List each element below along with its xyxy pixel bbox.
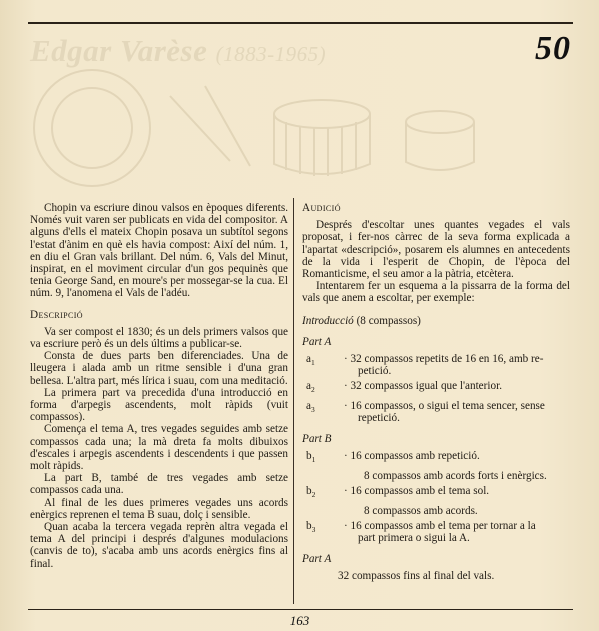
description-heading: Descripció	[30, 308, 83, 321]
part-a-label: Part A	[302, 335, 332, 348]
scheme-sub-item: 8 compassos amb acords forts i enèrgics.	[364, 469, 547, 482]
bottom-rule	[28, 609, 573, 610]
scheme-item-text: · 16 compassos amb repetició.	[344, 450, 480, 463]
column-divider	[293, 198, 294, 604]
introduction-line	[302, 315, 570, 327]
right-column	[302, 202, 570, 583]
scheme-item-a1	[302, 353, 570, 377]
scheme-item-text: · 16 compassos amb el tema per tornar a la	[344, 519, 536, 532]
intro-paragraph: Chopin va escriure dinou valsos en èpoques diferents. Només vuit varen ser publicats en vida del compositor. A alguns d'ells el mateix Chopin posava un subtítol segons l'estat d'ànim en què els havia compost: Així del núm. 1, en diu el Gran vals brillant. Del núm. 6, Vals del Minut, inspirat, en el moviment circular d'un gos pequinès que tenia George Sand, en moure's per mossegar-se la cua. El núm. 9, l'anomena el Vals de l'adéu.	[30, 202, 288, 300]
ghost-composer-title	[30, 33, 326, 69]
description-paragraph: Al final de les dues primeres vegades uns acords enèrgics reprenen el tema B suau, dolç i sensible.	[30, 496, 288, 521]
description-paragraph: La part B, també de tres vegades amb setze compassos cada una.	[30, 472, 288, 497]
page-number: 163	[289, 613, 310, 628]
audition-paragraph: Després d'escoltar unes quantes vegades el vals proposat, i fer-nos càrrec de la seva forma explicada a l'apartat «descripció», posarem els alumnes en antecedents de la vida i l'esperit de Chopin, de l'època del Romanticisme, el seu amor a la pàtria, etcètera.	[302, 219, 570, 281]
part-b-label: Part B	[302, 433, 332, 446]
part-a-final-text: 32 compassos fins al final del vals.	[338, 570, 495, 583]
scheme-item-text-cont: petició.	[358, 365, 392, 378]
description-paragraph: Comença el tema A, tres vegades seguides amb setze compassos cada una; la mà dreta fa molts dibuixos d'escales i arpegis ascendents i descendents i que passen molt ràpids.	[30, 423, 288, 473]
scheme-item-a3	[302, 400, 570, 424]
description-paragraph: La primera part va precedida d'una introducció en forma d'arpegis ascendents, molt ràpids (vuit compassos).	[30, 386, 288, 424]
scheme-item-text-cont: repetició.	[358, 412, 400, 425]
scheme-item-text: · 32 compassos repetits de 16 en 16, amb re-	[344, 353, 544, 366]
scheme-item-label: $b_3$	[306, 519, 316, 534]
description-paragraph: Consta de dues parts ben diferenciades. Una de lleugera i alada amb un ritme sensible i d'una gran bellesa. L'altra part, més lírica i suau, com una meditació.	[30, 350, 288, 387]
description-paragraph: Quan acaba la tercera vegada reprèn altra vegada el tema A del principi i després d'algunes modulacions (canvis de to), s'acaba amb uns acords enèrgics fins al final.	[30, 521, 288, 570]
scheme-item-a2	[302, 380, 570, 396]
scheme-item-label: $a_1$	[306, 353, 315, 368]
introduction-measures: (8 compassos)	[356, 314, 421, 327]
scheme-sub-item: 8 compassos amb acords.	[364, 504, 478, 517]
scheme-item-b3	[302, 520, 570, 544]
introduction-label: Introducció	[302, 314, 354, 327]
audition-heading: Audició	[302, 202, 341, 214]
scheme-item-b1	[302, 450, 570, 466]
scheme-item-label: $b_2$	[306, 485, 316, 500]
top-rule	[28, 22, 573, 24]
scheme-item-label: $a_3$	[306, 399, 315, 415]
scheme-item-b2	[302, 485, 570, 501]
composer-name: Edgar Varèse	[30, 33, 208, 68]
scheme-item-text: · 32 compassos igual que l'anterior.	[344, 380, 502, 393]
part-a-final-label: Part A	[302, 553, 332, 566]
description-paragraph: Va ser compost el 1830; és un dels primers valsos que va escriure però és un dels últims a publicar-se.	[30, 325, 288, 351]
scheme-item-text-cont: part primera o sigui la A.	[358, 531, 470, 544]
scheme-item-label: $b_1$	[306, 450, 316, 465]
left-column	[30, 202, 288, 570]
scheme-item-text: · 16 compassos, o sigui el tema sencer, sense	[344, 399, 545, 412]
audition-paragraph: Intentarem fer un esquema a la pissarra de la forma del vals que anem a escoltar, per exemple:	[302, 280, 570, 305]
scheme-item-label: $a_2$	[306, 380, 315, 395]
scheme-item-text: · 16 compassos amb el tema sol.	[344, 485, 490, 498]
faded-illustration	[30, 66, 500, 194]
composer-years: (1883-1965)	[215, 42, 327, 66]
chapter-number: 50	[535, 30, 571, 67]
